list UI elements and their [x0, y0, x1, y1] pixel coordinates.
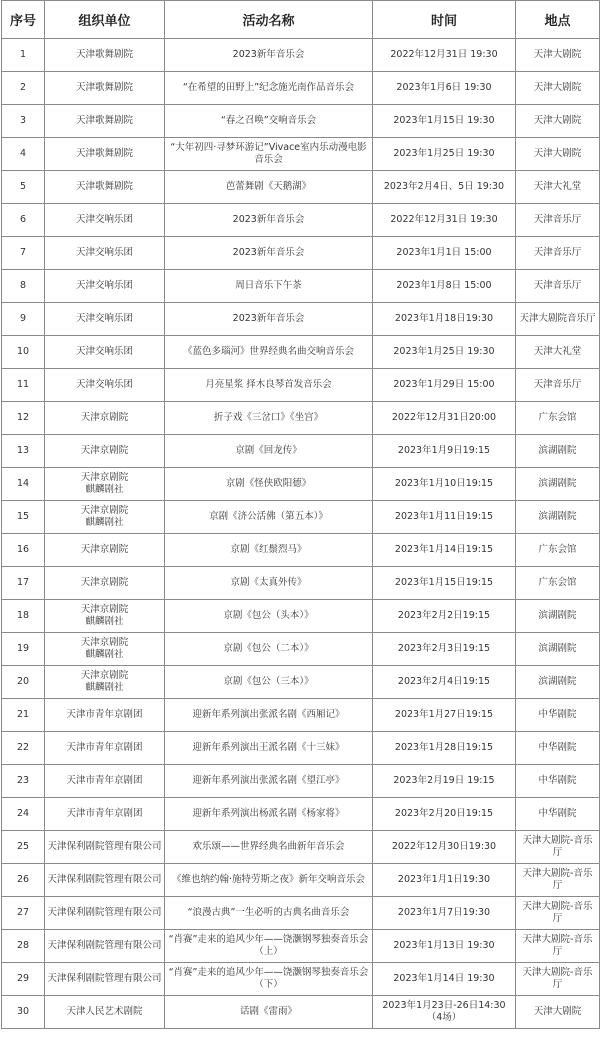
table-row	[2, 567, 600, 600]
cell-venue: 滨湖剧院	[516, 633, 600, 666]
cell-event-name: 迎新年系列演出张派名剧《西厢记》	[165, 699, 373, 732]
header-time: 时间	[373, 1, 516, 39]
table-body	[2, 39, 600, 1029]
cell-organizer	[45, 402, 165, 435]
cell-time: 2023年1月14日19:15	[373, 534, 516, 567]
cell-organizer	[45, 435, 165, 468]
organizer-name: 天津人民艺术剧院	[66, 1006, 143, 1017]
organizer-name: 天津市青年京剧团	[66, 742, 143, 753]
cell-venue: 天津大剧院-音乐厅	[516, 831, 600, 864]
organizer-name: 天津保利剧院管理有限公司	[47, 907, 162, 918]
table-row	[2, 237, 600, 270]
table-row	[2, 963, 600, 996]
organizer-name: 天津保利剧院管理有限公司	[47, 874, 162, 885]
cell-time: 2023年1月10日19:15	[373, 468, 516, 501]
organizer-name: 麒麟剧社	[85, 682, 124, 693]
cell-number: 22	[2, 732, 45, 765]
table-row	[2, 765, 600, 798]
cell-number: 25	[2, 831, 45, 864]
cell-organizer	[45, 897, 165, 930]
cell-number: 5	[2, 171, 45, 204]
cell-event-name: 欢乐颂——世界经典名曲新年音乐会	[165, 831, 373, 864]
header-event-name: 活动名称	[165, 1, 373, 39]
cell-number: 6	[2, 204, 45, 237]
cell-event-name: 《维也纳约翰·施特劳斯之夜》新年交响音乐会	[165, 864, 373, 897]
cell-number: 3	[2, 105, 45, 138]
cell-event-name: 2023新年音乐会	[165, 237, 373, 270]
cell-number: 19	[2, 633, 45, 666]
cell-venue: 天津大剧院-音乐厅	[516, 963, 600, 996]
cell-event-name: 京剧《红鬃烈马》	[165, 534, 373, 567]
cell-event-name: 话剧《雷雨》	[165, 996, 373, 1029]
cell-time: 2023年1月15日19:15	[373, 567, 516, 600]
cell-time: 2023年2月4日19:15	[373, 666, 516, 699]
cell-venue: 天津音乐厅	[516, 270, 600, 303]
cell-time: 2022年12月31日 19:30	[373, 39, 516, 72]
cell-organizer	[45, 303, 165, 336]
table-row	[2, 369, 600, 402]
cell-event-name: 2023新年音乐会	[165, 204, 373, 237]
cell-time: 2023年1月23日-26日14:30（4场）	[373, 996, 516, 1029]
cell-event-name: 迎新年系列演出杨派名剧《杨家将》	[165, 798, 373, 831]
table-row	[2, 666, 600, 699]
cell-number: 12	[2, 402, 45, 435]
cell-time: 2023年1月14日 19:30	[373, 963, 516, 996]
organizer-name: 天津交响乐团	[75, 280, 133, 291]
organizer-name: 天津歌舞剧院	[75, 115, 133, 126]
table-row	[2, 831, 600, 864]
organizer-name: 天津京剧院	[80, 637, 129, 648]
cell-organizer	[45, 996, 165, 1029]
cell-event-name: “浪漫古典”一生必听的古典名曲音乐会	[165, 897, 373, 930]
organizer-name: 天津保利剧院管理有限公司	[47, 940, 162, 951]
cell-time: 2023年1月25日 19:30	[373, 336, 516, 369]
cell-event-name: 迎新年系列演出王派名剧《十三妹》	[165, 732, 373, 765]
cell-number: 17	[2, 567, 45, 600]
cell-time: 2022年12月31日 19:30	[373, 204, 516, 237]
cell-venue: 天津大剧院音乐厅	[516, 303, 600, 336]
cell-event-name: 周日音乐下午茶	[165, 270, 373, 303]
cell-number: 1	[2, 39, 45, 72]
table-row	[2, 435, 600, 468]
cell-venue: 天津大剧院	[516, 996, 600, 1029]
cell-venue: 天津大剧院-音乐厅	[516, 897, 600, 930]
cell-number: 16	[2, 534, 45, 567]
cell-time: 2023年1月8日 15:00	[373, 270, 516, 303]
cell-time: 2023年1月9日19:15	[373, 435, 516, 468]
header-venue: 地点	[516, 1, 600, 39]
cell-organizer	[45, 732, 165, 765]
cell-venue: 中华剧院	[516, 732, 600, 765]
cell-event-name: 芭蕾舞剧《天鹅湖》	[165, 171, 373, 204]
cell-time: 2023年2月20日19:15	[373, 798, 516, 831]
cell-organizer	[45, 336, 165, 369]
cell-event-name: 2023新年音乐会	[165, 303, 373, 336]
cell-organizer	[45, 567, 165, 600]
cell-event-name: 京剧《怪侠欧阳德》	[165, 468, 373, 501]
cell-time: 2023年1月27日19:15	[373, 699, 516, 732]
cell-number: 20	[2, 666, 45, 699]
cell-time: 2023年2月19日 19:15	[373, 765, 516, 798]
table-row	[2, 699, 600, 732]
cell-organizer	[45, 204, 165, 237]
cell-venue: 广东会馆	[516, 534, 600, 567]
table-row	[2, 138, 600, 171]
cell-venue: 滨湖剧院	[516, 501, 600, 534]
header-number: 序号	[2, 1, 45, 39]
table-row	[2, 105, 600, 138]
organizer-name: 天津交响乐团	[75, 214, 133, 225]
cell-time: 2023年1月18日19:30	[373, 303, 516, 336]
cell-organizer	[45, 963, 165, 996]
cell-event-name: 月亮星浆 择木良琴首发音乐会	[165, 369, 373, 402]
cell-venue: 天津大剧院	[516, 138, 600, 171]
cell-organizer	[45, 930, 165, 963]
cell-organizer	[45, 699, 165, 732]
cell-venue: 天津大礼堂	[516, 336, 600, 369]
table-row	[2, 336, 600, 369]
cell-event-name: “大年初四·寻梦环游记”Vivace室内乐动漫电影音乐会	[165, 138, 373, 171]
table-row	[2, 303, 600, 336]
cell-number: 30	[2, 996, 45, 1029]
cell-organizer	[45, 39, 165, 72]
table-row	[2, 798, 600, 831]
cell-number: 23	[2, 765, 45, 798]
cell-event-name: 《蓝色多瑙河》世界经典名曲交响音乐会	[165, 336, 373, 369]
organizer-name: 天津交响乐团	[75, 247, 133, 258]
table-row	[2, 501, 600, 534]
cell-number: 7	[2, 237, 45, 270]
cell-organizer	[45, 798, 165, 831]
cell-time: 2023年1月6日 19:30	[373, 72, 516, 105]
cell-event-name: 2023新年音乐会	[165, 39, 373, 72]
cell-organizer	[45, 600, 165, 633]
cell-time: 2023年1月29日 15:00	[373, 369, 516, 402]
cell-venue: 滨湖剧院	[516, 468, 600, 501]
organizer-name: 天津京剧院	[80, 472, 129, 483]
table-row	[2, 270, 600, 303]
cell-organizer	[45, 864, 165, 897]
cell-number: 21	[2, 699, 45, 732]
cell-time: 2023年2月2日19:15	[373, 600, 516, 633]
cell-time: 2023年1月1日 15:00	[373, 237, 516, 270]
events-table	[1, 0, 600, 1029]
cell-time: 2023年1月15日 19:30	[373, 105, 516, 138]
cell-event-name: 京剧《回龙传》	[165, 435, 373, 468]
table-row	[2, 468, 600, 501]
cell-venue: 中华剧院	[516, 798, 600, 831]
cell-organizer	[45, 468, 165, 501]
cell-number: 18	[2, 600, 45, 633]
table-row	[2, 72, 600, 105]
cell-number: 27	[2, 897, 45, 930]
cell-organizer	[45, 105, 165, 138]
organizer-name: 天津歌舞剧院	[75, 82, 133, 93]
table-row	[2, 39, 600, 72]
cell-organizer	[45, 501, 165, 534]
organizer-name: 天津保利剧院管理有限公司	[47, 973, 162, 984]
organizer-name: 天津市青年京剧团	[66, 808, 143, 819]
cell-event-name: “在希望的田野上”纪念施光南作品音乐会	[165, 72, 373, 105]
table-row	[2, 864, 600, 897]
table-row	[2, 996, 600, 1029]
cell-event-name: “肖赛”走来的追风少年——饶灏钢琴独奏音乐会（上）	[165, 930, 373, 963]
table-row	[2, 930, 600, 963]
cell-event-name: 京剧《包公（二本）》	[165, 633, 373, 666]
cell-time: 2023年1月11日19:15	[373, 501, 516, 534]
cell-number: 4	[2, 138, 45, 171]
cell-organizer	[45, 534, 165, 567]
cell-time: 2023年1月7日19:30	[373, 897, 516, 930]
organizer-name: 天津市青年京剧团	[66, 775, 143, 786]
cell-organizer	[45, 831, 165, 864]
table-row	[2, 633, 600, 666]
cell-venue: 天津大礼堂	[516, 171, 600, 204]
cell-venue: 天津音乐厅	[516, 369, 600, 402]
cell-venue: 广东会馆	[516, 402, 600, 435]
cell-time: 2023年1月25日 19:30	[373, 138, 516, 171]
cell-time: 2023年2月3日19:15	[373, 633, 516, 666]
header-organizer: 组织单位	[45, 1, 165, 39]
table-row	[2, 171, 600, 204]
organizer-name: 天津交响乐团	[75, 346, 133, 357]
cell-organizer	[45, 270, 165, 303]
cell-number: 13	[2, 435, 45, 468]
cell-organizer	[45, 633, 165, 666]
organizer-name: 天津京剧院	[80, 604, 129, 615]
cell-number: 15	[2, 501, 45, 534]
cell-venue: 天津大剧院	[516, 105, 600, 138]
cell-venue: 滨湖剧院	[516, 600, 600, 633]
cell-venue: 天津大剧院-音乐厅	[516, 930, 600, 963]
organizer-name: 天津京剧院	[80, 505, 129, 516]
cell-number: 26	[2, 864, 45, 897]
organizer-name: 天津交响乐团	[75, 313, 133, 324]
cell-venue: 天津大剧院-音乐厅	[516, 864, 600, 897]
cell-time: 2022年12月31日20:00	[373, 402, 516, 435]
table-row	[2, 897, 600, 930]
organizer-name: 天津京剧院	[80, 544, 129, 555]
header-row	[2, 1, 600, 39]
cell-organizer	[45, 666, 165, 699]
cell-venue: 滨湖剧院	[516, 666, 600, 699]
organizer-name: 天津歌舞剧院	[75, 49, 133, 60]
cell-event-name: “春之召唤”交响音乐会	[165, 105, 373, 138]
cell-number: 24	[2, 798, 45, 831]
organizer-name: 天津保利剧院管理有限公司	[47, 841, 162, 852]
organizer-name: 天津京剧院	[80, 445, 129, 456]
cell-venue: 广东会馆	[516, 567, 600, 600]
cell-time: 2023年1月1日19:30	[373, 864, 516, 897]
organizer-name: 麒麟剧社	[85, 484, 124, 495]
cell-number: 14	[2, 468, 45, 501]
cell-number: 29	[2, 963, 45, 996]
cell-venue: 天津大剧院	[516, 39, 600, 72]
cell-organizer	[45, 171, 165, 204]
cell-venue: 天津音乐厅	[516, 237, 600, 270]
organizer-name: 麒麟剧社	[85, 616, 124, 627]
cell-venue: 中华剧院	[516, 699, 600, 732]
cell-event-name: 京剧《包公（三本）》	[165, 666, 373, 699]
organizer-name: 麒麟剧社	[85, 517, 124, 528]
cell-event-name: 折子戏《三岔口》《坐宫》	[165, 402, 373, 435]
cell-venue: 天津音乐厅	[516, 204, 600, 237]
organizer-name: 天津市青年京剧团	[66, 709, 143, 720]
cell-venue: 中华剧院	[516, 765, 600, 798]
cell-organizer	[45, 72, 165, 105]
cell-event-name: 京剧《包公（头本）》	[165, 600, 373, 633]
cell-number: 28	[2, 930, 45, 963]
cell-event-name: 迎新年系列演出张派名剧《望江亭》	[165, 765, 373, 798]
cell-organizer	[45, 237, 165, 270]
cell-number: 11	[2, 369, 45, 402]
table-row	[2, 402, 600, 435]
cell-time: 2023年1月28日19:15	[373, 732, 516, 765]
table-row	[2, 534, 600, 567]
cell-number: 9	[2, 303, 45, 336]
organizer-name: 天津交响乐团	[75, 379, 133, 390]
cell-number: 8	[2, 270, 45, 303]
cell-time: 2022年12月30日19:30	[373, 831, 516, 864]
organizer-name: 天津京剧院	[80, 670, 129, 681]
organizer-name: 天津京剧院	[80, 412, 129, 423]
cell-time: 2023年2月4日、5日 19:30	[373, 171, 516, 204]
cell-venue: 天津大剧院	[516, 72, 600, 105]
cell-venue: 滨湖剧院	[516, 435, 600, 468]
cell-time: 2023年1月13日 19:30	[373, 930, 516, 963]
cell-organizer	[45, 138, 165, 171]
cell-organizer	[45, 369, 165, 402]
cell-number: 2	[2, 72, 45, 105]
cell-number: 10	[2, 336, 45, 369]
organizer-name: 天津歌舞剧院	[75, 148, 133, 159]
cell-event-name: 京剧《太真外传》	[165, 567, 373, 600]
cell-event-name: “肖赛”走来的追风少年——饶灏钢琴独奏音乐会（下）	[165, 963, 373, 996]
organizer-name: 天津京剧院	[80, 577, 129, 588]
organizer-name: 天津歌舞剧院	[75, 181, 133, 192]
cell-organizer	[45, 765, 165, 798]
table-row	[2, 732, 600, 765]
cell-event-name: 京剧《济公活佛（第五本）》	[165, 501, 373, 534]
table-row	[2, 204, 600, 237]
table-row	[2, 600, 600, 633]
organizer-name: 麒麟剧社	[85, 649, 124, 660]
